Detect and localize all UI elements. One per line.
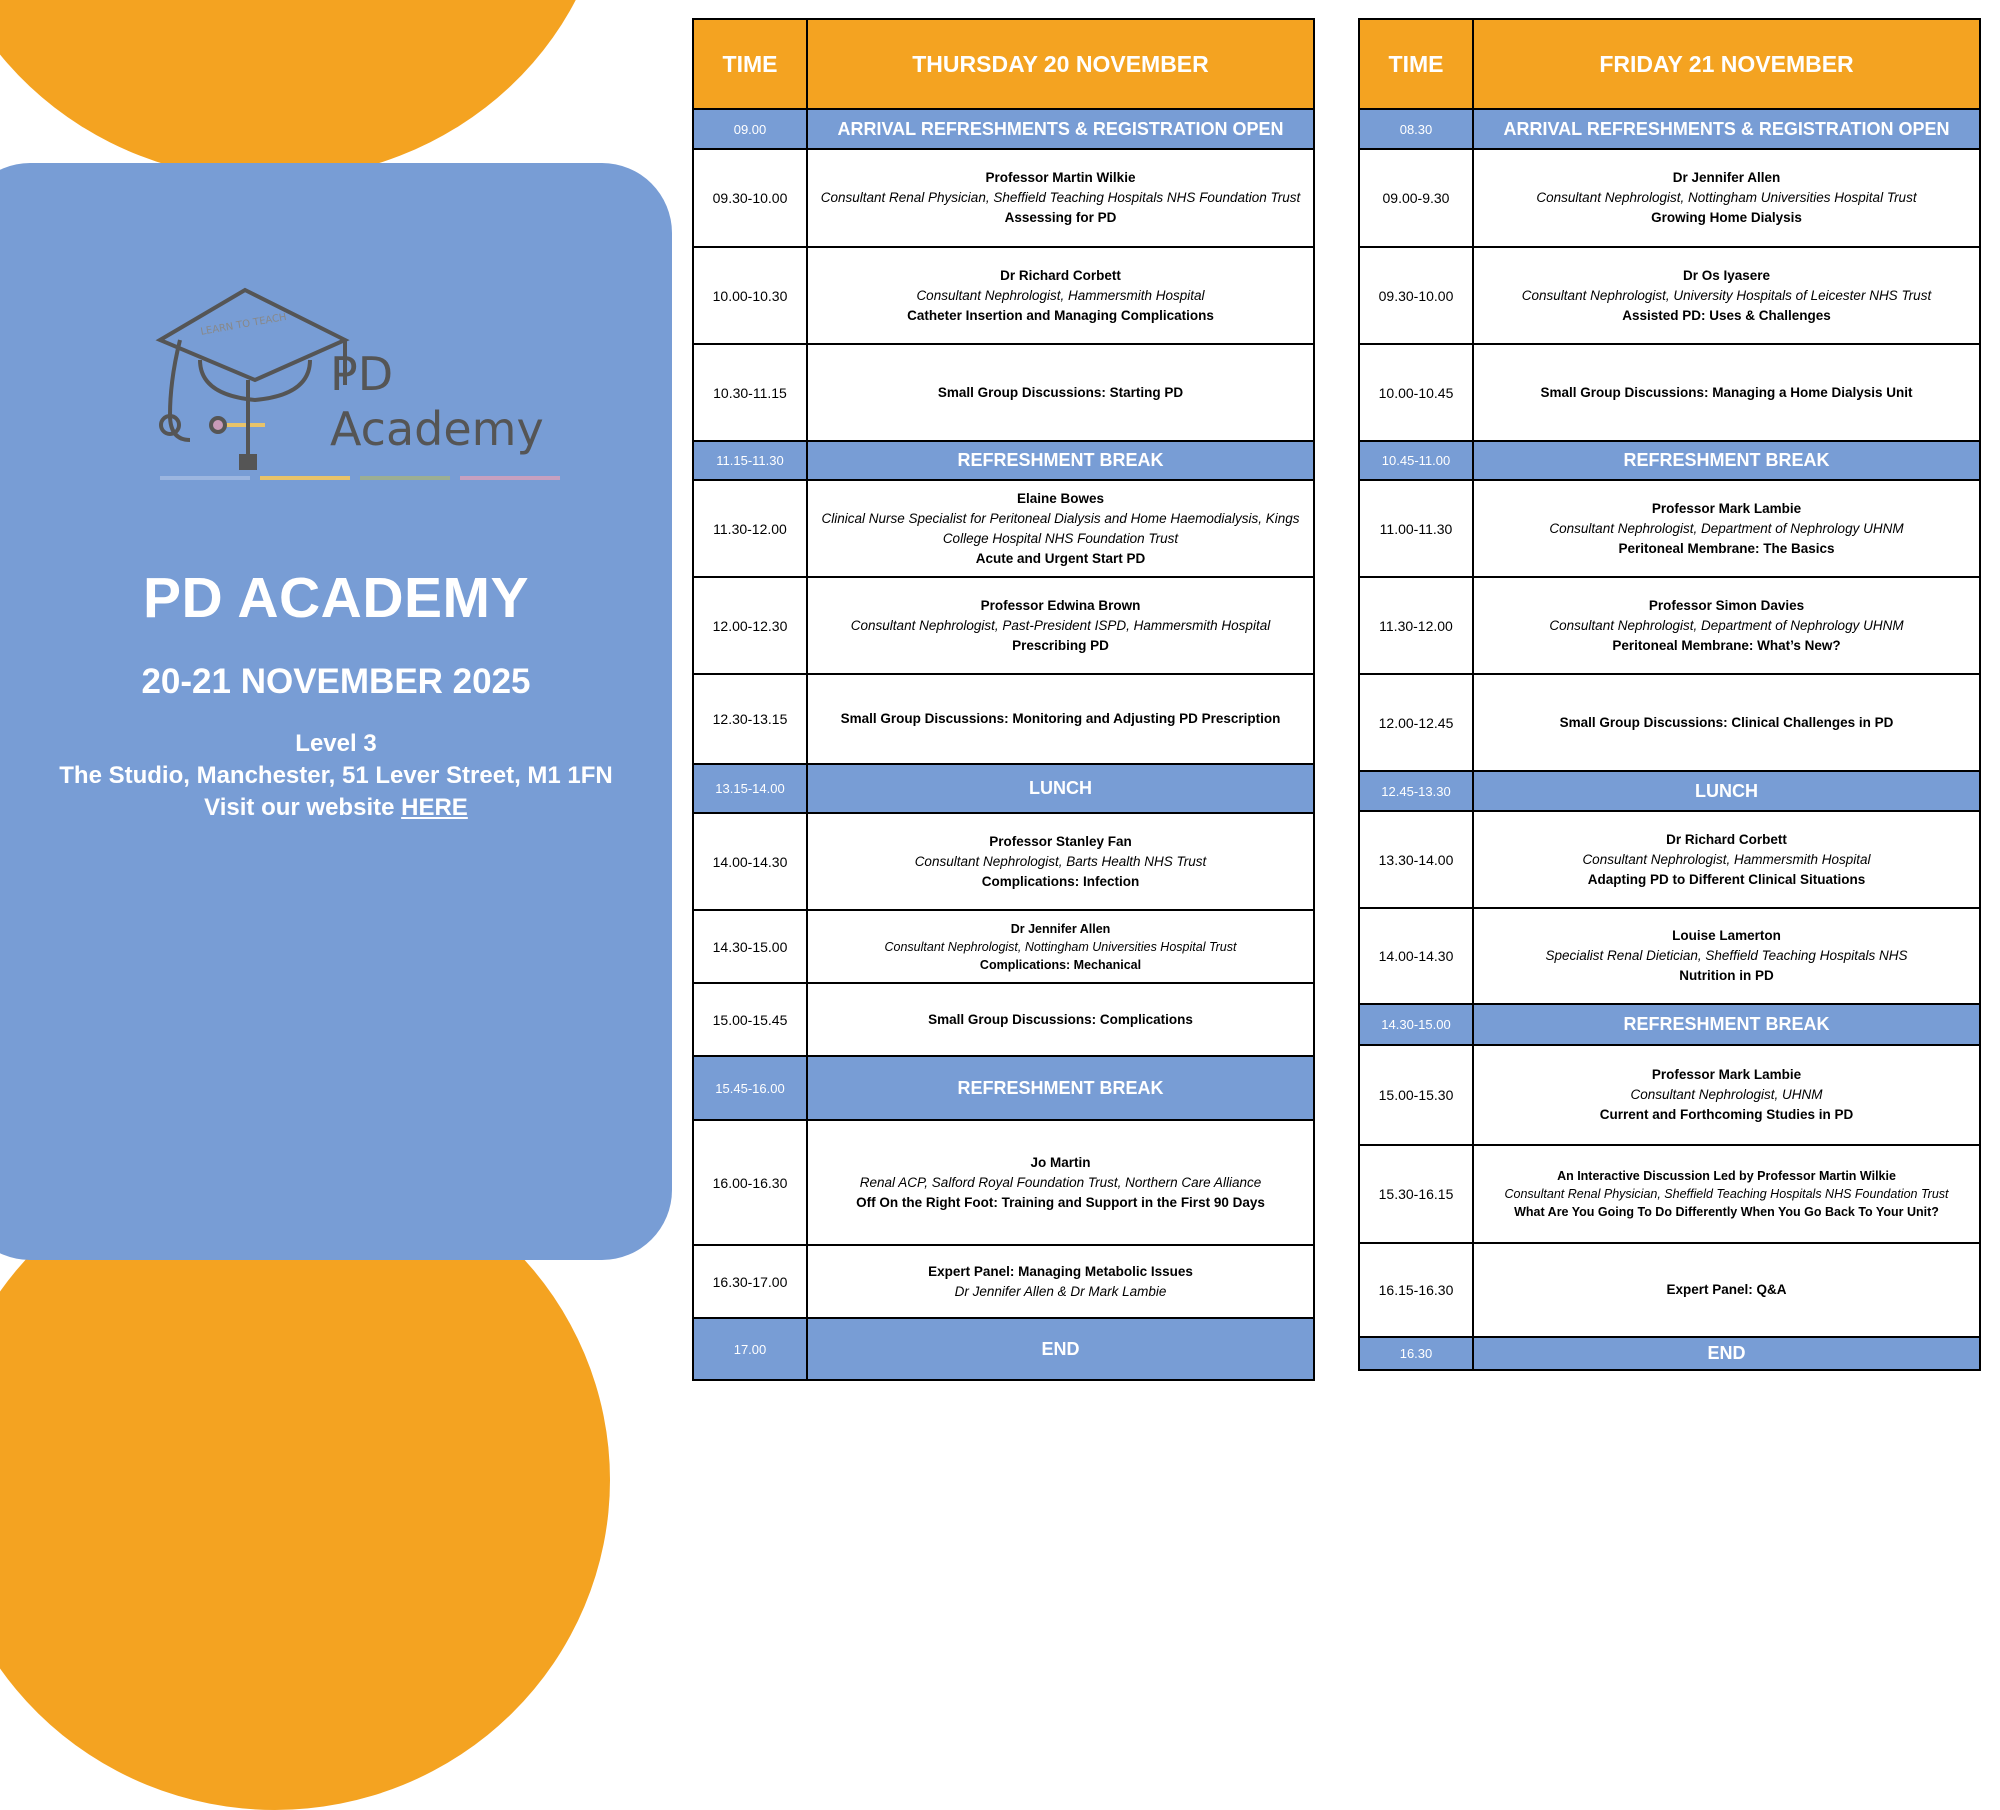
session-details [807, 674, 1314, 764]
session-time: 14.00-14.30 [1359, 908, 1473, 1004]
table-header-row [1359, 19, 1980, 109]
speaker-role: Consultant Nephrologist, Hammersmith Hospital [916, 287, 1205, 303]
session-time: 15.45-16.00 [693, 1056, 807, 1120]
time-column-header: TIME [1359, 19, 1473, 109]
break-title: END [807, 1318, 1314, 1380]
session-details [1473, 344, 1980, 441]
session-details [807, 344, 1314, 441]
break-row [1359, 1004, 1980, 1045]
session-details [1473, 149, 1980, 247]
session-time: 10.00-10.45 [1359, 344, 1473, 441]
session-details [1473, 1045, 1980, 1145]
session-row [693, 247, 1314, 344]
session-time: 14.30-15.00 [1359, 1004, 1473, 1045]
session-topic: Growing Home Dialysis [1651, 210, 1802, 225]
speaker-name: Dr Richard Corbett [1000, 267, 1121, 283]
session-topic: Small Group Discussions: Clinical Challenges in PD [1559, 714, 1894, 730]
session-time: 10.45-11.00 [1359, 441, 1473, 480]
session-time: 16.30 [1359, 1337, 1473, 1370]
session-topic: Small Group Discussions: Starting PD [937, 384, 1184, 400]
speaker-name: Dr Os Iyasere [1682, 267, 1771, 283]
session-details [1473, 247, 1980, 344]
break-title: END [1473, 1337, 1980, 1370]
speaker-name: Louise Lamerton [1672, 928, 1781, 943]
session-time: 16.30-17.00 [693, 1245, 807, 1318]
break-title: REFRESHMENT BREAK [807, 441, 1314, 480]
session-topic: Expert Panel: Q&A [1666, 1282, 1787, 1297]
event-title: PD ACADEMY [142, 566, 530, 630]
break-row [693, 109, 1314, 149]
speaker-role: Consultant Nephrologist, Past-President ISPD, Hammersmith Hospital [850, 617, 1271, 633]
venue-level: Level 3 [295, 730, 377, 757]
session-time: 17.00 [693, 1318, 807, 1380]
speaker-role: Consultant Nephrologist, Nottingham Universities Hospital Trust [1536, 190, 1917, 205]
break-title: REFRESHMENT BREAK [807, 1056, 1314, 1120]
break-title: REFRESHMENT BREAK [1473, 441, 1980, 480]
speaker-role: Consultant Nephrologist, UHNM [1630, 1087, 1823, 1102]
session-row [693, 674, 1314, 764]
website-prefix: Visit our website [204, 794, 402, 821]
session-row [1359, 149, 1980, 247]
break-row [1359, 109, 1980, 149]
speaker-role: Consultant Nephrologist, Nottingham Universities Hospital Trust [884, 939, 1237, 954]
session-topic: Prescribing PD [1012, 637, 1109, 653]
session-details [1473, 1243, 1980, 1337]
session-row [693, 344, 1314, 441]
break-title: ARRIVAL REFRESHMENTS & REGISTRATION OPEN [1473, 109, 1980, 149]
session-time: 09.30-10.00 [1359, 247, 1473, 344]
speaker-role: Consultant Nephrologist, University Hospitals of Leicester NHS Trust [1521, 287, 1932, 303]
session-row [693, 910, 1314, 983]
session-row [693, 983, 1314, 1056]
break-title: LUNCH [807, 764, 1314, 813]
session-topic: Adapting PD to Different Clinical Situations [1587, 871, 1866, 887]
session-row [1359, 480, 1980, 577]
session-time: 12.30-13.15 [693, 674, 807, 764]
speaker-name: Dr Jennifer Allen [1010, 921, 1111, 936]
speaker-role: Consultant Nephrologist, Department of Nephrology UHNM [1549, 520, 1904, 536]
session-details [807, 480, 1314, 577]
session-row [693, 813, 1314, 910]
speaker-name: Elaine Bowes [1016, 490, 1105, 506]
event-dates: 20-21 NOVEMBER 2025 [141, 662, 531, 701]
break-row [1359, 441, 1980, 480]
time-column-header: TIME [693, 19, 807, 109]
session-topic: Small Group Discussions: Managing a Home Dialysis Unit [1540, 384, 1913, 400]
speaker-role: Specialist Renal Dietician, Sheffield Teaching Hospitals NHS [1545, 948, 1908, 963]
session-topic: Peritoneal Membrane: What’s New? [1612, 637, 1841, 653]
decorative-orange-circle-top [0, 0, 610, 180]
session-details [807, 1245, 1314, 1318]
session-time: 10.00-10.30 [693, 247, 807, 344]
session-time: 10.30-11.15 [693, 344, 807, 441]
speaker-role: Renal ACP, Salford Royal Foundation Trust, Northern Care Alliance [859, 1174, 1262, 1190]
session-topic: Assisted PD: Uses & Challenges [1622, 307, 1831, 323]
session-topic: Nutrition in PD [1679, 968, 1774, 983]
session-topic: What Are You Going To Do Differently When You Go Back To Your Unit? [1514, 1205, 1939, 1219]
day-column-header: FRIDAY 21 NOVEMBER [1473, 19, 1980, 109]
break-row [1359, 771, 1980, 811]
speaker-role: Consultant Nephrologist, Hammersmith Hospital [1582, 851, 1871, 867]
speaker-role: Consultant Renal Physician, Sheffield Teaching Hospitals NHS Foundation Trust [1504, 1187, 1949, 1201]
speaker-name: Dr Richard Corbett [1666, 831, 1787, 847]
session-row [693, 577, 1314, 674]
session-details [807, 149, 1314, 247]
logo-text-academy: Academy [330, 402, 544, 456]
graduation-cap-stethoscope-icon [160, 290, 345, 468]
thursday-schedule-table [692, 18, 1315, 1381]
speaker-role: Consultant Nephrologist, Department of Nephrology UHNM [1549, 617, 1904, 633]
session-topic: Small Group Discussions: Complications [928, 1011, 1193, 1027]
speaker-name: Jo Martin [1030, 1154, 1091, 1170]
session-time: 12.00-12.30 [693, 577, 807, 674]
speaker-role: Consultant Nephrologist, Barts Health NHS Trust [914, 853, 1207, 869]
session-details [807, 983, 1314, 1056]
break-row [693, 1318, 1314, 1380]
session-time: 15.30-16.15 [1359, 1145, 1473, 1243]
session-time: 12.45-13.30 [1359, 771, 1473, 811]
session-topic: Assessing for PD [1004, 210, 1117, 225]
break-row [693, 1056, 1314, 1120]
session-row [1359, 1243, 1980, 1337]
session-topic: Acute and Urgent Start PD [975, 550, 1146, 566]
break-row [693, 441, 1314, 480]
session-row [693, 1245, 1314, 1318]
session-topic: Off On the Right Foot: Training and Support in the First 90 Days [856, 1194, 1265, 1210]
session-time: 16.15-16.30 [1359, 1243, 1473, 1337]
speaker-role: Consultant Renal Physician, Sheffield Teaching Hospitals NHS Foundation Trust [820, 190, 1301, 205]
session-topic: Current and Forthcoming Studies in PD [1599, 1107, 1854, 1122]
speaker-name: Professor Martin Wilkie [985, 170, 1136, 185]
session-details [1473, 1145, 1980, 1243]
session-details [807, 1120, 1314, 1245]
session-time: 15.00-15.45 [693, 983, 807, 1056]
break-row [1359, 1337, 1980, 1370]
session-time: 11.30-12.00 [1359, 577, 1473, 674]
session-time: 08.30 [1359, 109, 1473, 149]
session-row [1359, 908, 1980, 1004]
session-time: 13.30-14.00 [1359, 811, 1473, 908]
speaker-name: Dr Jennifer Allen [1672, 170, 1781, 185]
session-row [693, 149, 1314, 247]
session-time: 09.30-10.00 [693, 149, 807, 247]
break-title: ARRIVAL REFRESHMENTS & REGISTRATION OPEN [807, 109, 1314, 149]
session-time: 09.00 [693, 109, 807, 149]
website-link[interactable]: HERE [401, 794, 468, 821]
venue-address: The Studio, Manchester, 51 Lever Street, M1 1FN [59, 762, 613, 789]
session-topic: Catheter Insertion and Managing Complications [907, 307, 1214, 323]
session-time: 14.00-14.30 [693, 813, 807, 910]
break-row [693, 764, 1314, 813]
logo-text-pd: PD [330, 347, 394, 401]
session-row [693, 480, 1314, 577]
session-details [1473, 480, 1980, 577]
friday-schedule-table [1358, 18, 1981, 1371]
session-details [807, 910, 1314, 983]
session-details [807, 577, 1314, 674]
speaker-name: An Interactive Discussion Led by Professor Martin Wilkie [1557, 1169, 1896, 1183]
logo-cap-text: LEARN TO TEACH [199, 311, 288, 338]
session-details [1473, 674, 1980, 771]
session-topic: Complications: Mechanical [979, 957, 1142, 972]
panel-members: Dr Jennifer Allen & Dr Mark Lambie [954, 1283, 1167, 1299]
speaker-name: Professor Simon Davies [1648, 597, 1805, 613]
session-topic: Complications: Infection [981, 873, 1140, 889]
session-time: 11.15-11.30 [693, 441, 807, 480]
day-column-header: THURSDAY 20 NOVEMBER [807, 19, 1314, 109]
break-title: REFRESHMENT BREAK [1473, 1004, 1980, 1045]
session-row [1359, 577, 1980, 674]
session-row [1359, 344, 1980, 441]
speaker-name: Professor Edwina Brown [980, 597, 1141, 613]
table-header-row [693, 19, 1314, 109]
session-details [1473, 908, 1980, 1004]
session-time: 11.00-11.30 [1359, 480, 1473, 577]
session-details [1473, 577, 1980, 674]
session-row [1359, 1145, 1980, 1243]
session-details [807, 247, 1314, 344]
speaker-name: Professor Stanley Fan [989, 833, 1132, 849]
session-time: 11.30-12.00 [693, 480, 807, 577]
session-time: 09.00-9.30 [1359, 149, 1473, 247]
speaker-name: Professor Mark Lambie [1651, 500, 1802, 516]
session-row [1359, 1045, 1980, 1145]
pd-academy-logo [150, 280, 570, 490]
session-row [1359, 674, 1980, 771]
session-topic: Small Group Discussions: Monitoring and Adjusting PD Prescription [840, 711, 1281, 726]
session-topic: Expert Panel: Managing Metabolic Issues [928, 1263, 1193, 1279]
session-time: 14.30-15.00 [693, 910, 807, 983]
website-line [0, 794, 672, 822]
speaker-name: Professor Mark Lambie [1651, 1067, 1802, 1082]
session-topic: Peritoneal Membrane: The Basics [1618, 540, 1835, 556]
session-row [1359, 811, 1980, 908]
session-time: 15.00-15.30 [1359, 1045, 1473, 1145]
session-details [807, 813, 1314, 910]
session-time: 16.00-16.30 [693, 1120, 807, 1245]
session-time: 12.00-12.45 [1359, 674, 1473, 771]
speaker-role: Clinical Nurse Specialist for Peritoneal Dialysis and Home Haemodialysis, Kings College Hospital NHS Foundation Trust [821, 510, 1300, 546]
break-title: LUNCH [1473, 771, 1980, 811]
session-row [1359, 247, 1980, 344]
session-details [1473, 811, 1980, 908]
session-time: 13.15-14.00 [693, 764, 807, 813]
session-row [693, 1120, 1314, 1245]
